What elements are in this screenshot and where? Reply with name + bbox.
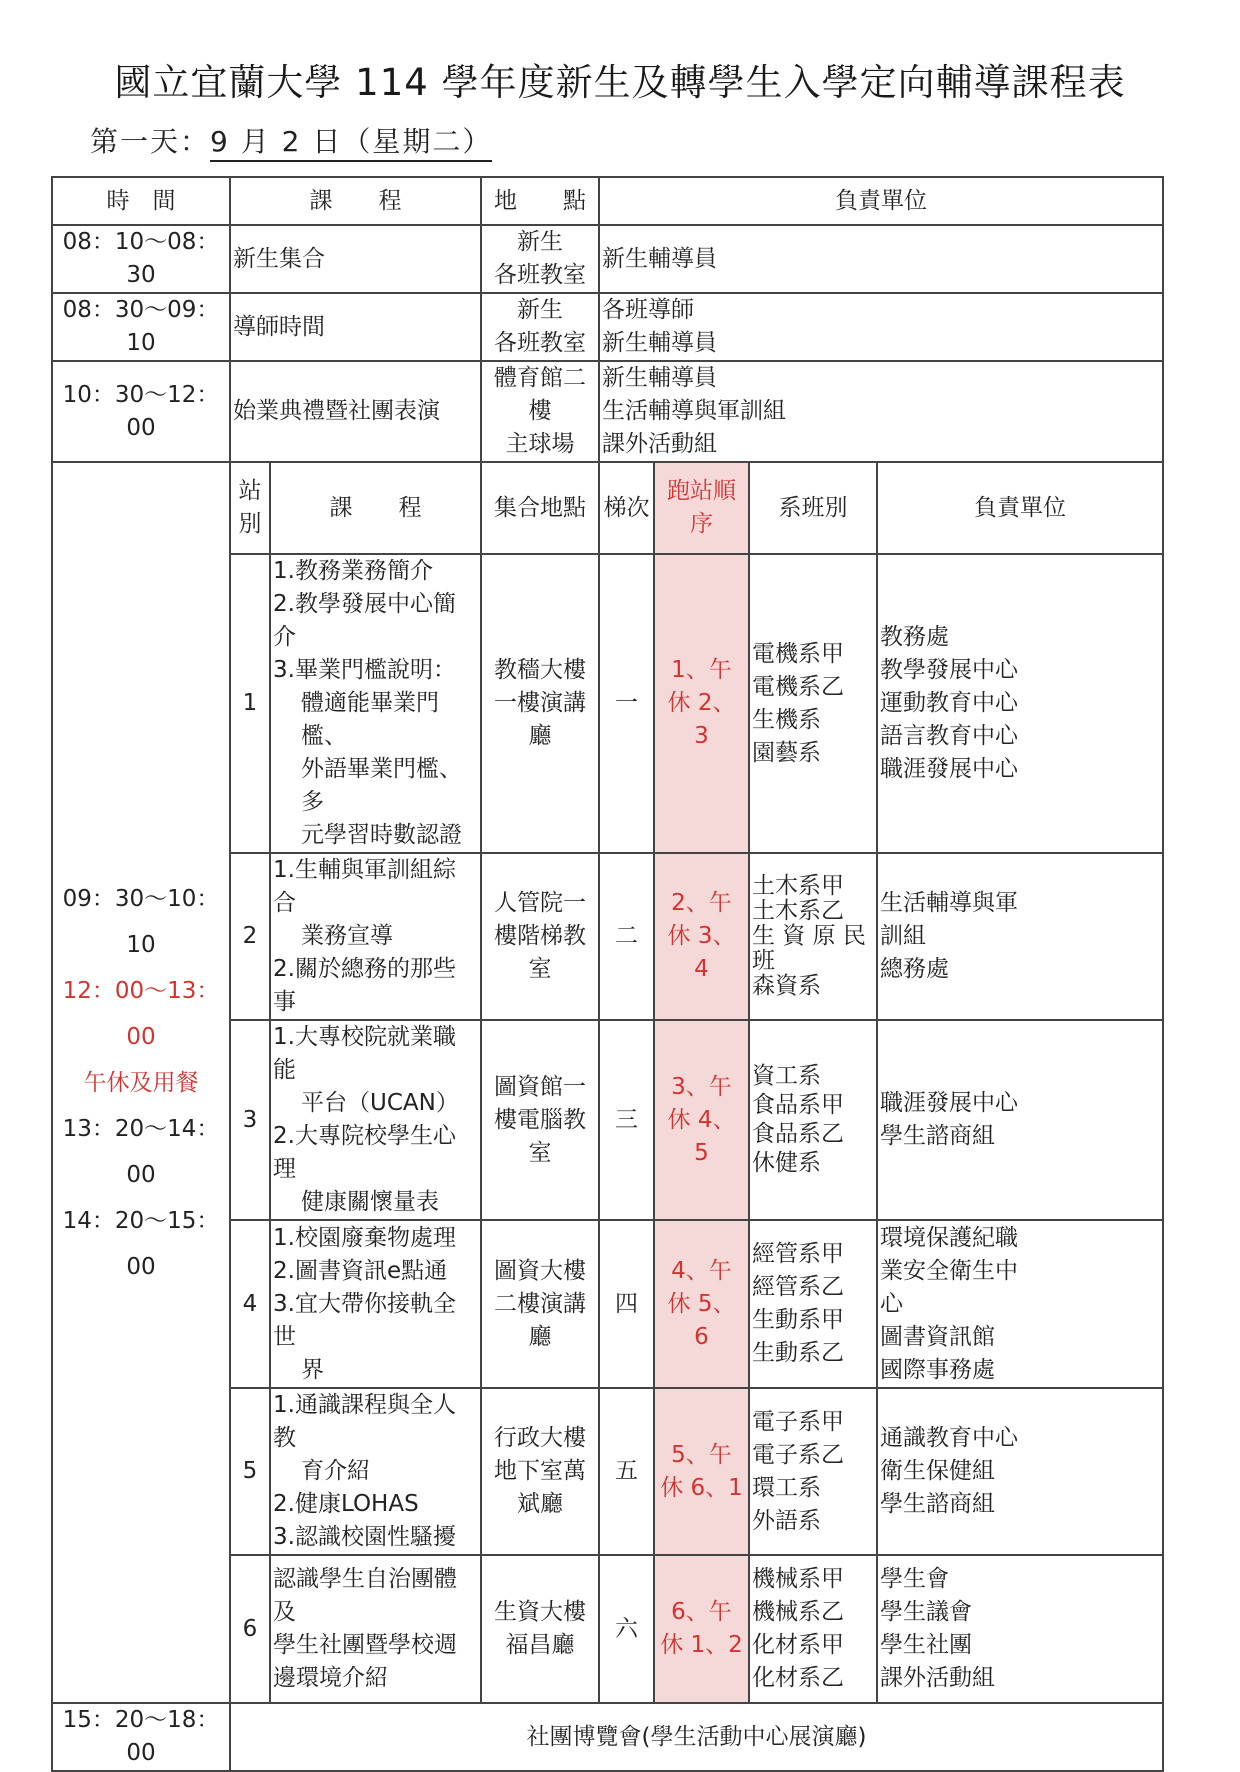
station-course: 1.教務業務簡介 2.教學發展中心簡介 3.畢業門檻說明： 體適能畢業門檻、 外語畢業門檻、多 元學習時數認證 xyxy=(270,554,481,853)
row-time: 10：30～12：00 xyxy=(52,361,230,462)
row-course: 導師時間 xyxy=(230,293,481,361)
row-location: 新生 各班教室 xyxy=(481,293,599,361)
row-unit: 新生輔導員 生活輔導與軍訓組 課外活動組 xyxy=(599,361,1163,462)
day-label: 第一天： xyxy=(90,125,211,158)
station-no: 3 xyxy=(230,1020,270,1220)
header-run-order: 跑站順序 xyxy=(654,462,749,554)
station-run-order: 2、午 休 3、 4 xyxy=(654,853,749,1020)
station-header-row xyxy=(52,462,1163,554)
station-depts: 經管系甲 經管系乙 生動系甲 生動系乙 xyxy=(749,1220,877,1388)
station-meeting: 圖資大樓二樓演講廳 xyxy=(481,1220,599,1388)
row-unit: 各班導師 新生輔導員 xyxy=(599,293,1163,361)
station-course: 1.校園廢棄物處理 2.圖書資訊e點通 3.宜大帶你接軌全世 界 xyxy=(270,1220,481,1388)
final-time: 15：20～18：00 xyxy=(52,1703,230,1771)
row-time: 08：30～09：10 xyxy=(52,293,230,361)
final-event: 社團博覽會(學生活動中心展演廳) xyxy=(230,1703,1163,1771)
header-station-course: 課 程 xyxy=(270,462,481,554)
header-meeting: 集合地點 xyxy=(481,462,599,554)
station-batch: 三 xyxy=(599,1020,654,1220)
station-depts: 電子系甲 電子系乙 環工系 外語系 xyxy=(749,1388,877,1555)
station-units: 環境保護紀職 業安全衛生中 心 圖書資訊館 國際事務處 xyxy=(877,1220,1163,1388)
header-batch: 梯次 xyxy=(599,462,654,554)
station-run-order: 1、午 休 2、 3 xyxy=(654,554,749,853)
station-depts: 電機系甲 電機系乙 生機系 園藝系 xyxy=(749,554,877,853)
station-course: 認識學生自治團體及 學生社團暨學校週 邊環境介紹 xyxy=(270,1555,481,1703)
station-depts: 機械系甲 機械系乙 化材系甲 化材系乙 xyxy=(749,1555,877,1703)
header-dept: 系班別 xyxy=(749,462,877,554)
station-no: 6 xyxy=(230,1555,270,1703)
station-units: 職涯發展中心 學生諮商組 xyxy=(877,1020,1163,1220)
station-depts: 資工系 食品系甲 食品系乙 休健系 xyxy=(749,1020,877,1220)
header-time: 時 間 xyxy=(52,177,230,225)
row-course: 始業典禮暨社團表演 xyxy=(230,361,481,462)
station-no: 4 xyxy=(230,1220,270,1388)
station-course: 1.生輔與軍訓組綜合 業務宣導 2.關於總務的那些事 xyxy=(270,853,481,1020)
header-station-unit: 負責單位 xyxy=(877,462,1163,554)
schedule-table xyxy=(51,176,1164,1772)
day-subtitle xyxy=(90,120,492,160)
station-course: 1.通識課程與全人教 育介紹 2.健康LOHAS 3.認識校園性騷擾 xyxy=(270,1388,481,1555)
header-course: 課 程 xyxy=(230,177,481,225)
station-batch: 六 xyxy=(599,1555,654,1703)
header-station: 站別 xyxy=(230,462,270,554)
page-title: 國立宜蘭大學 114 學年度新生及轉學生入學定向輔導課程表 xyxy=(114,61,1126,104)
row-time: 08：10～08：30 xyxy=(52,225,230,293)
header-unit: 負責單位 xyxy=(599,177,1163,225)
row-location: 體育館二樓 主球場 xyxy=(481,361,599,462)
station-run-order: 5、午 休 6、1 xyxy=(654,1388,749,1555)
station-depts: 土木系甲 土木系乙 生 資 原 民 班 森資系 xyxy=(749,853,877,1020)
station-units: 教務處 教學發展中心 運動教育中心 語言教育中心 職涯發展中心 xyxy=(877,554,1163,853)
station-batch: 四 xyxy=(599,1220,654,1388)
station-no: 2 xyxy=(230,853,270,1020)
station-batch: 五 xyxy=(599,1388,654,1555)
station-units: 通識教育中心 衛生保健組 學生諮商組 xyxy=(877,1388,1163,1555)
table-row xyxy=(52,293,1163,361)
station-times: 09：30～10：10 12：00～13：00 午休及用餐 13：20～14：00 14：20～15：00 xyxy=(52,462,230,1703)
table-header-row xyxy=(52,177,1163,225)
station-units: 生活輔導與軍 訓組 總務處 xyxy=(877,853,1163,1020)
row-location: 新生 各班教室 xyxy=(481,225,599,293)
station-run-order: 3、午 休 4、 5 xyxy=(654,1020,749,1220)
day-date: 9 月 2 日（星期二） xyxy=(210,125,492,162)
station-no: 5 xyxy=(230,1388,270,1555)
station-no: 1 xyxy=(230,554,270,853)
header-location: 地 點 xyxy=(481,177,599,225)
table-row xyxy=(52,225,1163,293)
table-row xyxy=(52,361,1163,462)
station-batch: 二 xyxy=(599,853,654,1020)
station-meeting: 生資大樓福昌廳 xyxy=(481,1555,599,1703)
row-unit: 新生輔導員 xyxy=(599,225,1163,293)
row-course: 新生集合 xyxy=(230,225,481,293)
station-batch: 一 xyxy=(599,554,654,853)
station-meeting: 圖資館一樓電腦教室 xyxy=(481,1020,599,1220)
station-meeting: 行政大樓地下室萬斌廳 xyxy=(481,1388,599,1555)
station-run-order: 4、午 休 5、 6 xyxy=(654,1220,749,1388)
station-meeting: 人管院一樓階梯教室 xyxy=(481,853,599,1020)
station-course: 1.大專校院就業職能 平台（UCAN） 2.大專院校學生心理 健康關懷量表 xyxy=(270,1020,481,1220)
station-run-order: 6、午 休 1、2 xyxy=(654,1555,749,1703)
station-units: 學生會 學生議會 學生社團 課外活動組 xyxy=(877,1555,1163,1703)
station-meeting: 教穡大樓一樓演講廳 xyxy=(481,554,599,853)
final-row xyxy=(52,1703,1163,1771)
